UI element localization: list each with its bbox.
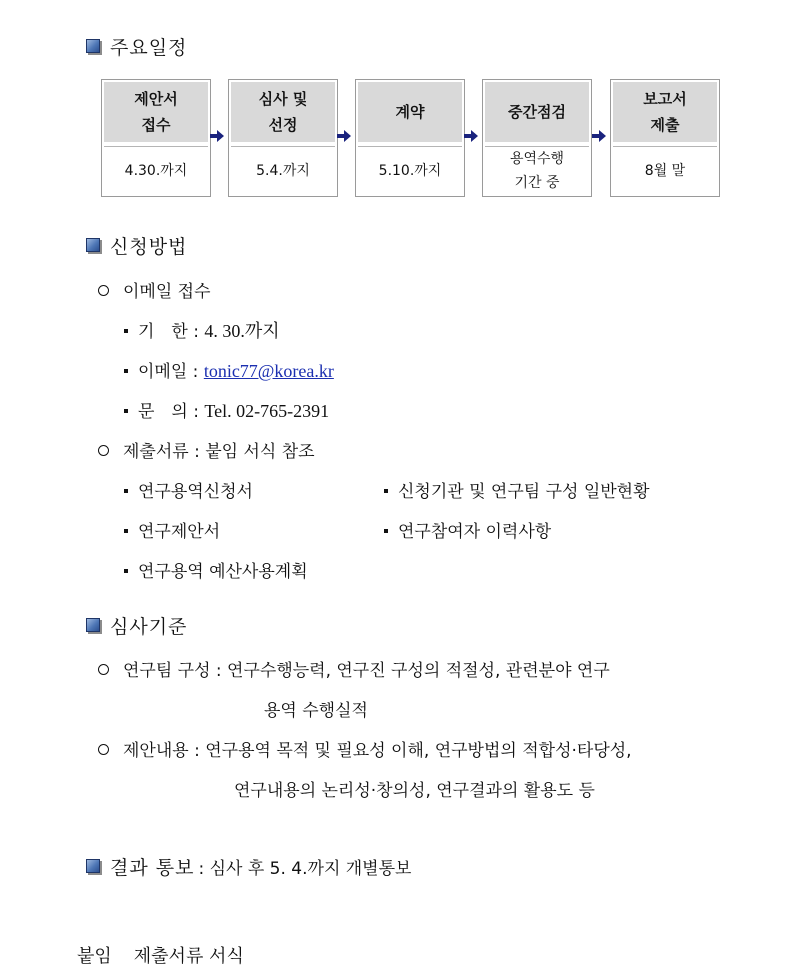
dot-bullet-icon bbox=[124, 489, 128, 493]
apply-title: 신청방법 bbox=[110, 235, 188, 258]
square-bullet-icon bbox=[86, 238, 100, 252]
document-entry: 연구용역 예산사용계획 bbox=[124, 557, 308, 582]
criteria-item-team-continued: 용역 수행실적 bbox=[264, 701, 368, 721]
criteria-item-proposal: 제안내용 : 연구용역 목적 및 필요성 이해, 연구방법의 적합성·타당성, bbox=[98, 736, 632, 761]
attachment-label: 붙임 bbox=[77, 946, 112, 967]
criteria-heading bbox=[86, 613, 187, 637]
step-date: 8월 말 bbox=[613, 146, 717, 194]
contact-item bbox=[124, 397, 329, 422]
step-label: 제안서 접수 bbox=[104, 82, 208, 142]
dot-bullet-icon bbox=[124, 409, 128, 413]
arrow-right-icon bbox=[337, 130, 351, 142]
step-label: 중간점검 bbox=[485, 82, 589, 142]
dot-bullet-icon bbox=[124, 529, 128, 533]
document-entry: 연구제안서 bbox=[124, 517, 220, 542]
contact-value: Tel. 02-765-2391 bbox=[204, 401, 330, 421]
document-entry: 신청기관 및 연구팀 구성 일반현황 bbox=[384, 477, 650, 502]
schedule-step bbox=[482, 79, 592, 197]
criteria-title: 심사기준 bbox=[110, 615, 188, 638]
circle-bullet-icon bbox=[98, 285, 109, 296]
step-label: 심사 및 선정 bbox=[231, 82, 335, 142]
result-text: : 심사 후 5. 4.까지 개별통보 bbox=[198, 858, 412, 879]
dot-bullet-icon bbox=[124, 329, 128, 333]
attachment-text: 제출서류 서식 bbox=[133, 946, 244, 967]
square-bullet-icon bbox=[86, 859, 100, 873]
dot-bullet-icon bbox=[124, 569, 128, 573]
result-title: 결과 통보 bbox=[110, 856, 195, 879]
schedule-step bbox=[101, 79, 211, 197]
schedule-heading bbox=[86, 34, 187, 58]
document-entry: 연구용역신청서 bbox=[124, 477, 253, 502]
contact-label: 문 의 : bbox=[138, 402, 205, 422]
arrow-right-icon bbox=[210, 130, 224, 142]
result-heading bbox=[86, 854, 411, 878]
dot-bullet-icon bbox=[384, 529, 388, 533]
schedule-title: 주요일정 bbox=[110, 36, 188, 59]
email-submission-item: 이메일 접수 bbox=[98, 277, 211, 302]
email-item bbox=[124, 357, 334, 382]
step-date: 4.30.까지 bbox=[104, 146, 208, 194]
step-date: 5.4.까지 bbox=[231, 146, 335, 194]
step-label: 계약 bbox=[358, 82, 462, 142]
square-bullet-icon bbox=[86, 39, 100, 53]
circle-bullet-icon bbox=[98, 664, 109, 675]
deadline-item bbox=[124, 317, 280, 343]
dot-bullet-icon bbox=[384, 489, 388, 493]
circle-bullet-icon bbox=[98, 445, 109, 456]
attachment-line bbox=[77, 942, 244, 968]
email-link[interactable]: tonic77@korea.kr bbox=[203, 361, 334, 381]
circle-bullet-icon bbox=[98, 744, 109, 755]
apply-heading bbox=[86, 233, 187, 257]
email-label: 이메일 : bbox=[138, 362, 204, 382]
dot-bullet-icon bbox=[124, 369, 128, 373]
criteria-item-team: 연구팀 구성 : 연구수행능력, 연구진 구성의 적절성, 관련분야 연구 bbox=[98, 656, 610, 681]
square-bullet-icon bbox=[86, 618, 100, 632]
schedule-step bbox=[610, 79, 720, 197]
deadline-label: 기 한 : bbox=[138, 322, 205, 342]
arrow-right-icon bbox=[592, 130, 606, 142]
step-label: 보고서 제출 bbox=[613, 82, 717, 142]
deadline-value: 4. 30.까지 bbox=[204, 321, 280, 341]
schedule-step bbox=[228, 79, 338, 197]
criteria-item-proposal-continued: 연구내용의 논리성·창의성, 연구결과의 활용도 등 bbox=[234, 781, 595, 801]
schedule-step bbox=[355, 79, 465, 197]
step-date: 5.10.까지 bbox=[358, 146, 462, 194]
document-entry: 연구참여자 이력사항 bbox=[384, 517, 551, 542]
step-date: 용역수행 기간 중 bbox=[485, 146, 589, 194]
arrow-right-icon bbox=[464, 130, 478, 142]
documents-item: 제출서류 : 붙임 서식 참조 bbox=[98, 437, 315, 462]
